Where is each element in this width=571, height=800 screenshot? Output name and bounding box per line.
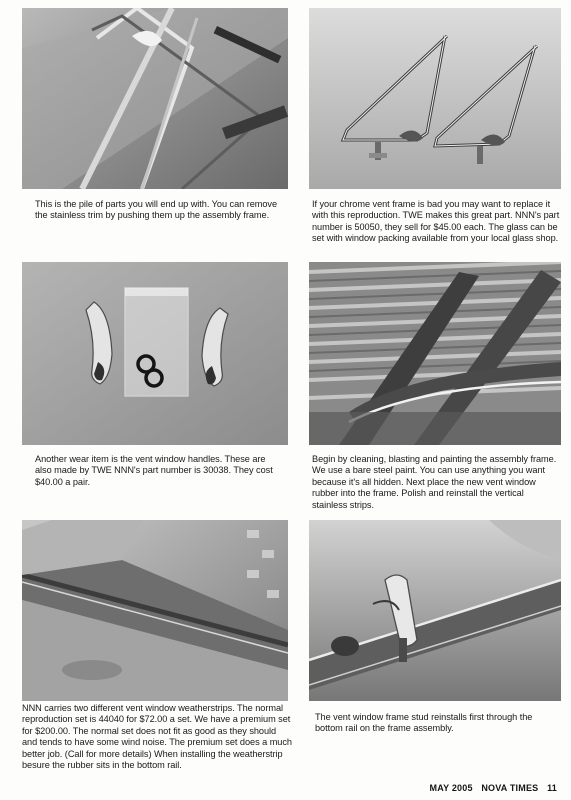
caption-vent-window-handles: Another wear item is the vent window handles. These are also made by TWE NNN's part number is 30038. They cost $40.00 a pair. xyxy=(35,454,273,487)
caption-painted-assembly-frame: Begin by cleaning, blasting and painting the assembly frame. We use a bare steel paint. You can use anything you want because it's all hidden. Next place the new vent window rubber into the frame. Polish and reinstall the vertical stainless strips. xyxy=(312,454,557,510)
photo-pile-of-parts xyxy=(22,8,288,189)
caption-frame-stud: The vent window frame stud reinstalls first through the bottom rail on the frame assembly. xyxy=(315,712,533,734)
photo-painted-assembly-frame xyxy=(309,262,561,445)
footer-page-number: 11 xyxy=(547,783,557,793)
footer-publication: NOVA TIMES xyxy=(481,783,539,793)
caption-weatherstrip: NNN carries two different vent window weatherstrips. The normal reproduction set is 44040 for $72.00 a set. We have a premium set for $200.00. The normal set does not fit as good as they should and tends to have some wind noise. The premium set does a much better job. (Call for more details) When installing the weatherstrip besure the rubber sits in the bottom rail. xyxy=(22,703,292,771)
photo-vent-window-handles xyxy=(22,262,288,445)
caption-reproduction-vent-frames: If your chrome vent frame is bad you may want to replace it with this reproduction. TWE makes this great part. NNN's part number is 50050, they sell for $45.00 each. The glass can be set with window packing available from your local glass shop. xyxy=(312,199,560,244)
caption-pile-of-parts: This is the pile of parts you will end up with. You can remove the stainless trim by pushing them up the assembly frame. xyxy=(35,199,278,221)
photo-frame-stud-install xyxy=(309,520,561,701)
photo-weatherstrip-rail xyxy=(22,520,288,701)
photo-reproduction-vent-frames xyxy=(309,8,561,189)
page-footer xyxy=(424,783,557,793)
footer-date: MAY 2005 xyxy=(429,783,473,793)
